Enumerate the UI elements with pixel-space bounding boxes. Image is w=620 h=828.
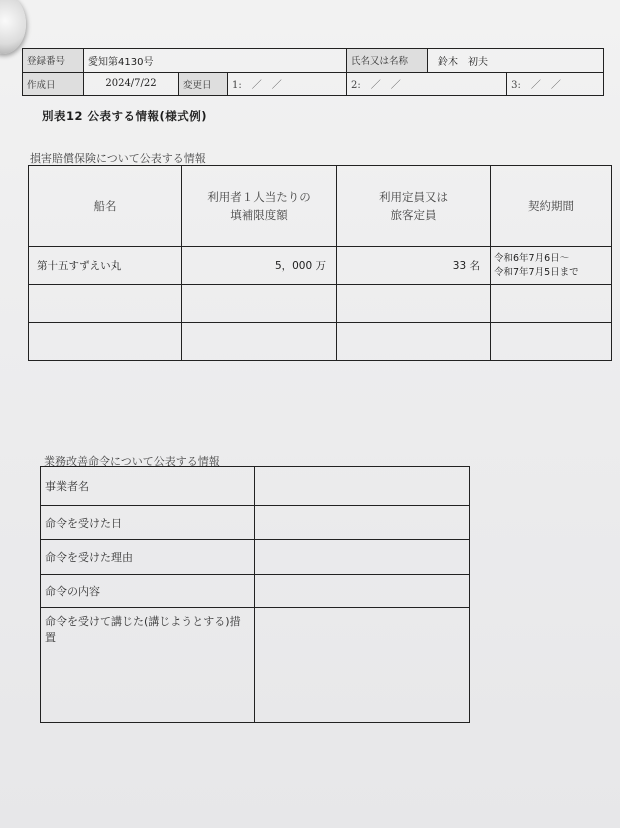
period-cell (491, 247, 612, 285)
col-header-period: 契約期間 (491, 166, 612, 247)
order-reason-value (255, 540, 470, 575)
registration-header-table (22, 48, 604, 96)
registration-number-value: 愛知第4130号 (84, 49, 347, 73)
table-row (29, 285, 612, 323)
empty-cell (29, 285, 182, 323)
table-row (29, 247, 612, 285)
document-title: 別表12 公表する情報(様式例) (42, 109, 208, 123)
col-header-ship: 船名 (29, 166, 182, 247)
business-name-label: 事業者名 (41, 467, 255, 506)
registration-number-label: 登録番号 (23, 49, 84, 73)
ship-name-cell: 第十五すずえい丸 (29, 247, 182, 285)
empty-cell (337, 323, 491, 361)
change-date-3: 3: ／ ／ (507, 72, 604, 96)
table-row (41, 506, 470, 540)
empty-cell (491, 323, 612, 361)
table-row (41, 608, 470, 723)
improvement-order-section-title: 業務改善命令について公表する情報 (44, 455, 220, 468)
empty-cell (29, 323, 182, 361)
order-content-value (255, 575, 470, 608)
created-date-value: 2024/7/22 (84, 72, 179, 96)
measures-label: 命令を受けて講じた(講じようとする)措置 (41, 608, 255, 723)
created-date-label: 作成日 (23, 72, 84, 96)
improvement-order-table (40, 466, 470, 723)
changed-date-label: 変更日 (179, 72, 228, 96)
limit-cell: 5，000 万 (182, 247, 337, 285)
order-date-value (255, 506, 470, 540)
change-date-1: 1: ／ ／ (228, 72, 347, 96)
empty-cell (182, 323, 337, 361)
tape-roll-corner (0, 0, 26, 54)
name-label: 氏名又は名称 (347, 49, 428, 73)
col-header-capacity: 利用定員又は 旅客定員 (337, 166, 491, 247)
business-name-value (255, 467, 470, 506)
order-date-label: 命令を受けた日 (41, 506, 255, 540)
period-end: 令和7年7月5日まで (494, 266, 579, 278)
capacity-cell: 33 名 (337, 247, 491, 285)
change-date-2: 2: ／ ／ (347, 72, 507, 96)
measures-value (255, 608, 470, 723)
order-reason-label: 命令を受けた理由 (41, 540, 255, 575)
col-header-limit: 利用者１人当たりの 填補限度額 (182, 166, 337, 247)
table-row (41, 575, 470, 608)
table-row (29, 323, 612, 361)
table-row (41, 540, 470, 575)
period-start: 令和6年7月6日～ (494, 252, 570, 264)
table-row (41, 467, 470, 506)
empty-cell (337, 285, 491, 323)
insurance-table (28, 165, 612, 361)
order-content-label: 命令の内容 (41, 575, 255, 608)
empty-cell (182, 285, 337, 323)
name-value: 鈴木 初夫 (428, 49, 604, 73)
empty-cell (491, 285, 612, 323)
insurance-section-title: 損害賠償保険について公表する情報 (30, 152, 206, 165)
